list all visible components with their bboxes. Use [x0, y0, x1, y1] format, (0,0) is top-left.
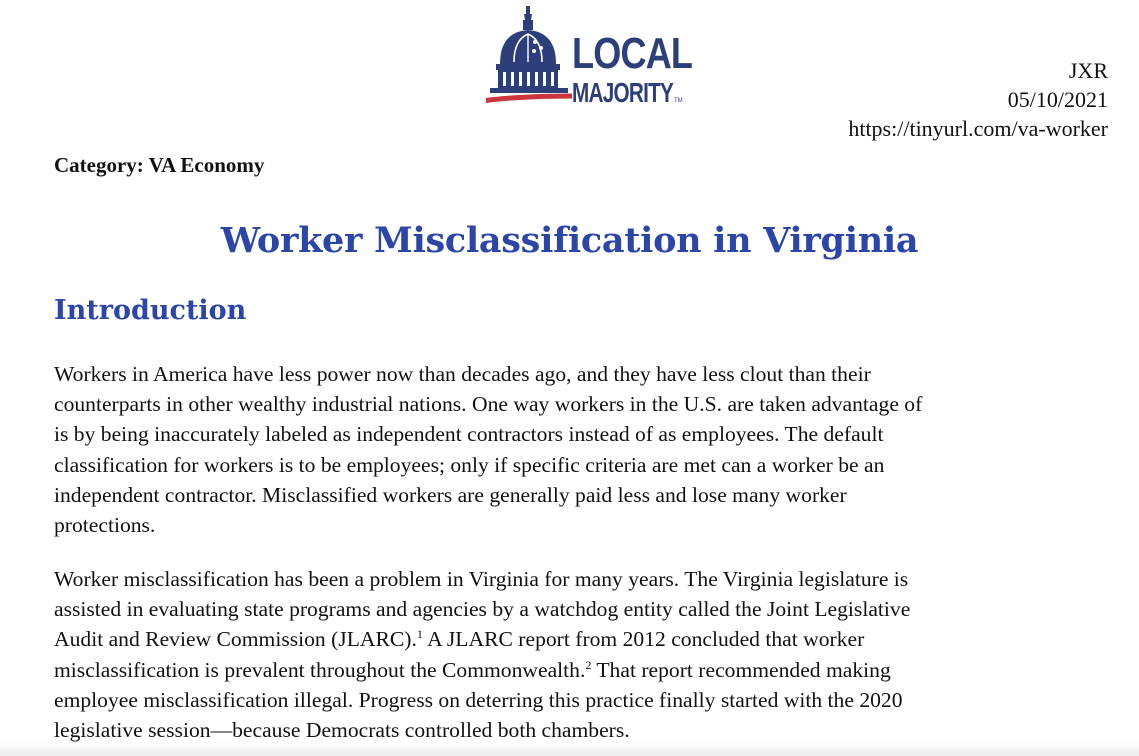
document-date: 05/10/2021	[1007, 87, 1108, 112]
category-label: Category: VA Economy	[54, 153, 265, 177]
paragraph-line: Worker misclassification has been a problem in Virginia for many years. The Virginia legislature is	[54, 567, 909, 591]
local-majority-logo[interactable]	[486, 6, 693, 108]
paragraph-line: is by being inaccurately labeled as independent contractors instead of as employees. The default	[54, 422, 884, 447]
logo-trademark: TM	[674, 98, 683, 104]
document-meta	[848, 56, 1108, 143]
paragraph-line	[54, 624, 1114, 654]
page-bottom-shadow	[0, 742, 1139, 756]
paragraph-line: protections.	[54, 513, 156, 538]
logo-word-local: LOCAL	[572, 29, 693, 78]
paragraph-text: misclassification is prevalent throughout the Commonwealth.	[54, 657, 586, 682]
page-title: Worker Misclassification in Virginia	[220, 220, 919, 261]
paragraph-intro-2	[54, 564, 1114, 745]
paragraph-line: employee misclassification illegal. Progress on deterring this practice finally started with the 2020	[54, 687, 903, 712]
paragraph-text: A JLARC report from 2012 concluded that worker	[422, 627, 865, 652]
paragraph-line	[54, 655, 1114, 685]
logo-word-majority: MAJORITY	[572, 77, 674, 108]
footnote-ref-2[interactable]: 2	[585, 657, 592, 672]
paragraph-line: assisted in evaluating state programs and agencies by a watchdog entity called the Joint Legislative	[54, 597, 911, 622]
paragraph-line: Workers in America have less power now than decades ago, and they have less clout than their	[54, 362, 871, 386]
paragraph-line: counterparts in other wealthy industrial nations. One way workers in the U.S. are taken advantage of	[54, 392, 923, 417]
section-heading-introduction: Introduction	[54, 295, 247, 326]
footnote-ref-1[interactable]: 1	[416, 627, 423, 642]
document-url[interactable]: https://tinyurl.com/va-worker	[848, 116, 1108, 141]
paragraph-line: independent contractor. Misclassified workers are generally paid less and lose many worker	[54, 482, 847, 507]
paragraph-text: Audit and Review Commission (JLARC).	[54, 627, 417, 652]
capitol-dome-icon	[486, 6, 572, 106]
paragraph-line: classification for workers is to be employees; only if specific criteria are met can a worker be an	[54, 452, 885, 477]
paragraph-text: That report recommended making	[591, 657, 891, 682]
paragraph-line: legislative session—because Democrats controlled both chambers.	[54, 718, 630, 743]
paragraph-intro-1	[54, 359, 1114, 540]
author-initials: JXR	[1068, 58, 1108, 83]
